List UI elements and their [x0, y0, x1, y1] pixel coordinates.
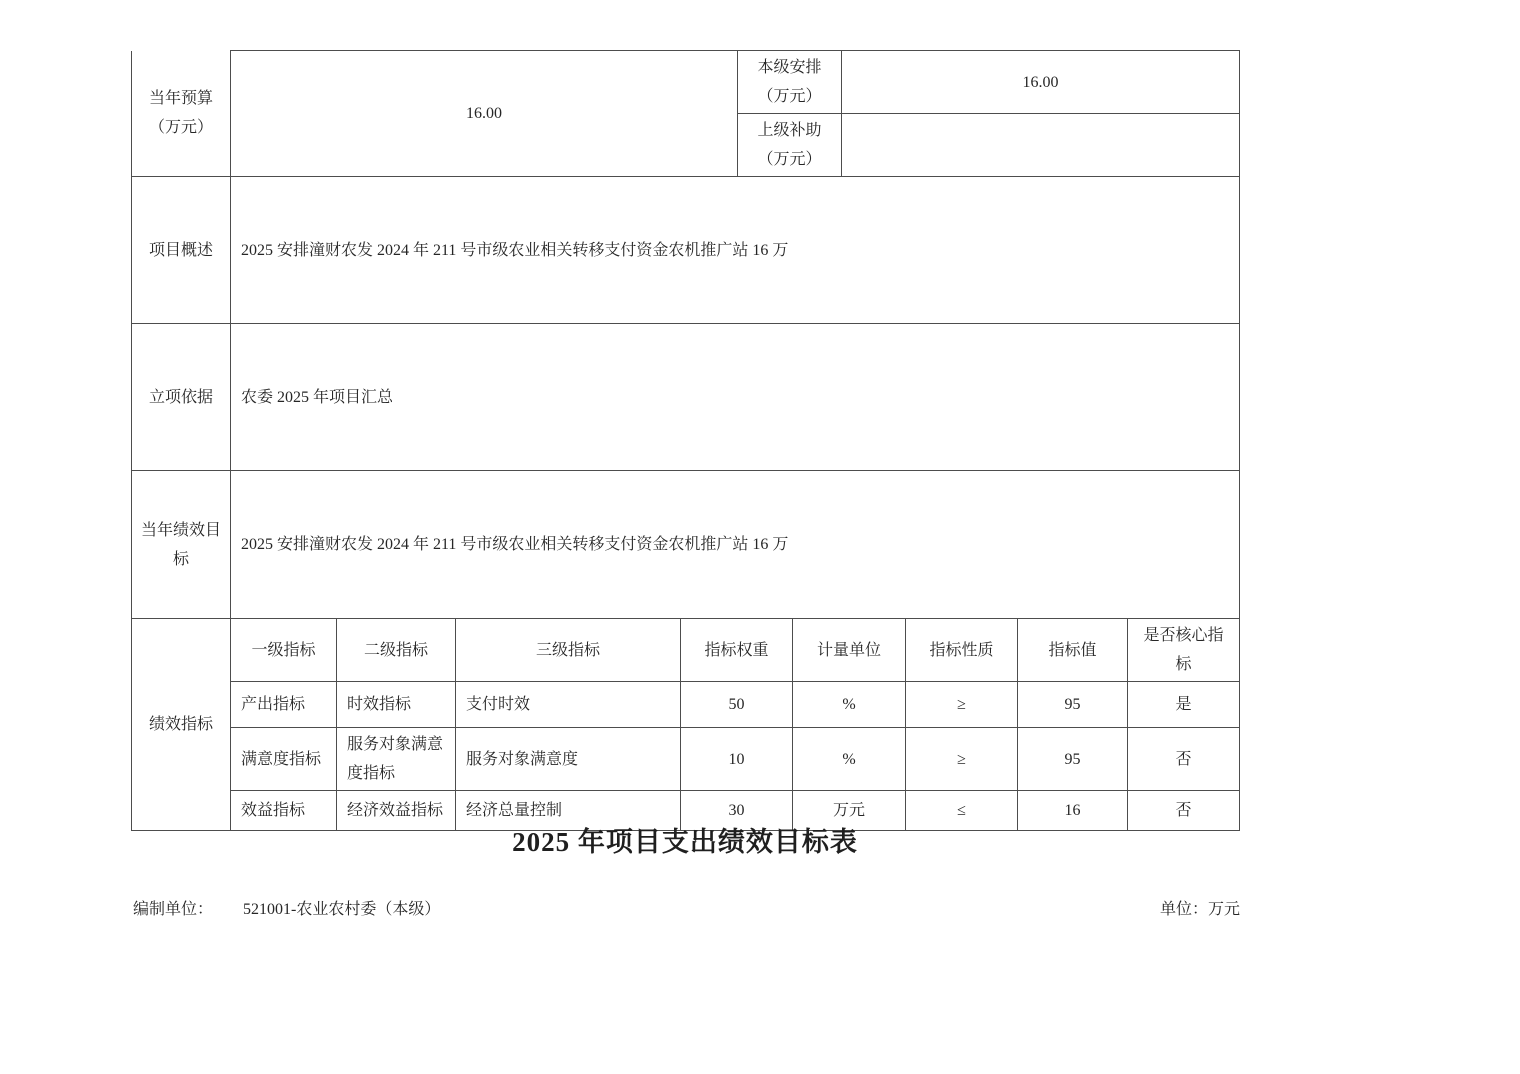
- cell-level2: 经济效益指标: [337, 791, 456, 831]
- superior-subsidy-label: 上级补助（万元）: [738, 114, 842, 177]
- cell-unit: %: [793, 682, 906, 728]
- overview-row-value: 2025 安排潼财农发 2024 年 211 号市级农业相关转移支付资金农机推广站 16 万: [231, 177, 1240, 324]
- header-indicator-nature: 指标性质: [906, 619, 1018, 682]
- page-title: 2025 年项目支出绩效目标表: [512, 827, 858, 857]
- basis-row-value: 农委 2025 年项目汇总: [231, 324, 1240, 471]
- cell-level3: 支付时效: [456, 682, 681, 728]
- cell-unit: 万元: [793, 791, 906, 831]
- indicators-section-label: 绩效指标: [132, 619, 231, 831]
- indicator-row: [132, 682, 1240, 728]
- header-indicator-value: 指标值: [1018, 619, 1128, 682]
- prepared-by-label: 编制单位：: [133, 901, 214, 918]
- cell-is-core: 否: [1128, 791, 1240, 831]
- cell-value: 95: [1018, 682, 1128, 728]
- cell-is-core: 是: [1128, 682, 1240, 728]
- cell-weight: 10: [681, 728, 793, 791]
- header-level3-indicator: 三级指标: [456, 619, 681, 682]
- cell-level2: 时效指标: [337, 682, 456, 728]
- cell-value: 95: [1018, 728, 1128, 791]
- cell-nature: ≥: [906, 682, 1018, 728]
- header-measure-unit: 计量单位: [793, 619, 906, 682]
- cell-level2: 服务对象满意度指标: [337, 728, 456, 791]
- superior-subsidy-value: [842, 114, 1240, 177]
- header-level2-indicator: 二级指标: [337, 619, 456, 682]
- header-level1-indicator: 一级指标: [231, 619, 337, 682]
- target-row-value: 2025 安排潼财农发 2024 年 211 号市级农业相关转移支付资金农机推广站 16 万: [231, 471, 1240, 619]
- cell-level1: 产出指标: [231, 682, 337, 728]
- prepared-by: [133, 896, 440, 919]
- project-info-table: [131, 50, 1240, 619]
- target-row-label: 当年绩效目标: [132, 471, 231, 619]
- basis-row-label: 立项依据: [132, 324, 231, 471]
- cell-value: 16: [1018, 791, 1128, 831]
- prepared-by-value: 521001-农业农村委（本级）: [243, 901, 441, 918]
- unit-label: 单位：万元: [1159, 901, 1240, 918]
- cell-level1: 效益指标: [231, 791, 337, 831]
- cell-is-core: 否: [1128, 728, 1240, 791]
- cell-weight: 50: [681, 682, 793, 728]
- performance-target-table: [131, 50, 1239, 831]
- header-is-core-indicator: 是否核心指标: [1128, 619, 1240, 682]
- footer-line: [133, 896, 1240, 919]
- cell-nature: ≤: [906, 791, 1018, 831]
- indicators-table: [131, 618, 1240, 831]
- cell-level3: 经济总量控制: [456, 791, 681, 831]
- budget-row-label: 当年预算（万元）: [132, 51, 231, 177]
- cell-weight: 30: [681, 791, 793, 831]
- indicator-row: [132, 728, 1240, 791]
- local-arrangement-value: 16.00: [842, 51, 1240, 114]
- overview-row-label: 项目概述: [132, 177, 231, 324]
- header-indicator-weight: 指标权重: [681, 619, 793, 682]
- cell-level1: 满意度指标: [231, 728, 337, 791]
- cell-unit: %: [793, 728, 906, 791]
- budget-total-value: 16.00: [231, 51, 738, 177]
- local-arrangement-label: 本级安排（万元）: [738, 51, 842, 114]
- cell-level3: 服务对象满意度: [456, 728, 681, 791]
- cell-nature: ≥: [906, 728, 1018, 791]
